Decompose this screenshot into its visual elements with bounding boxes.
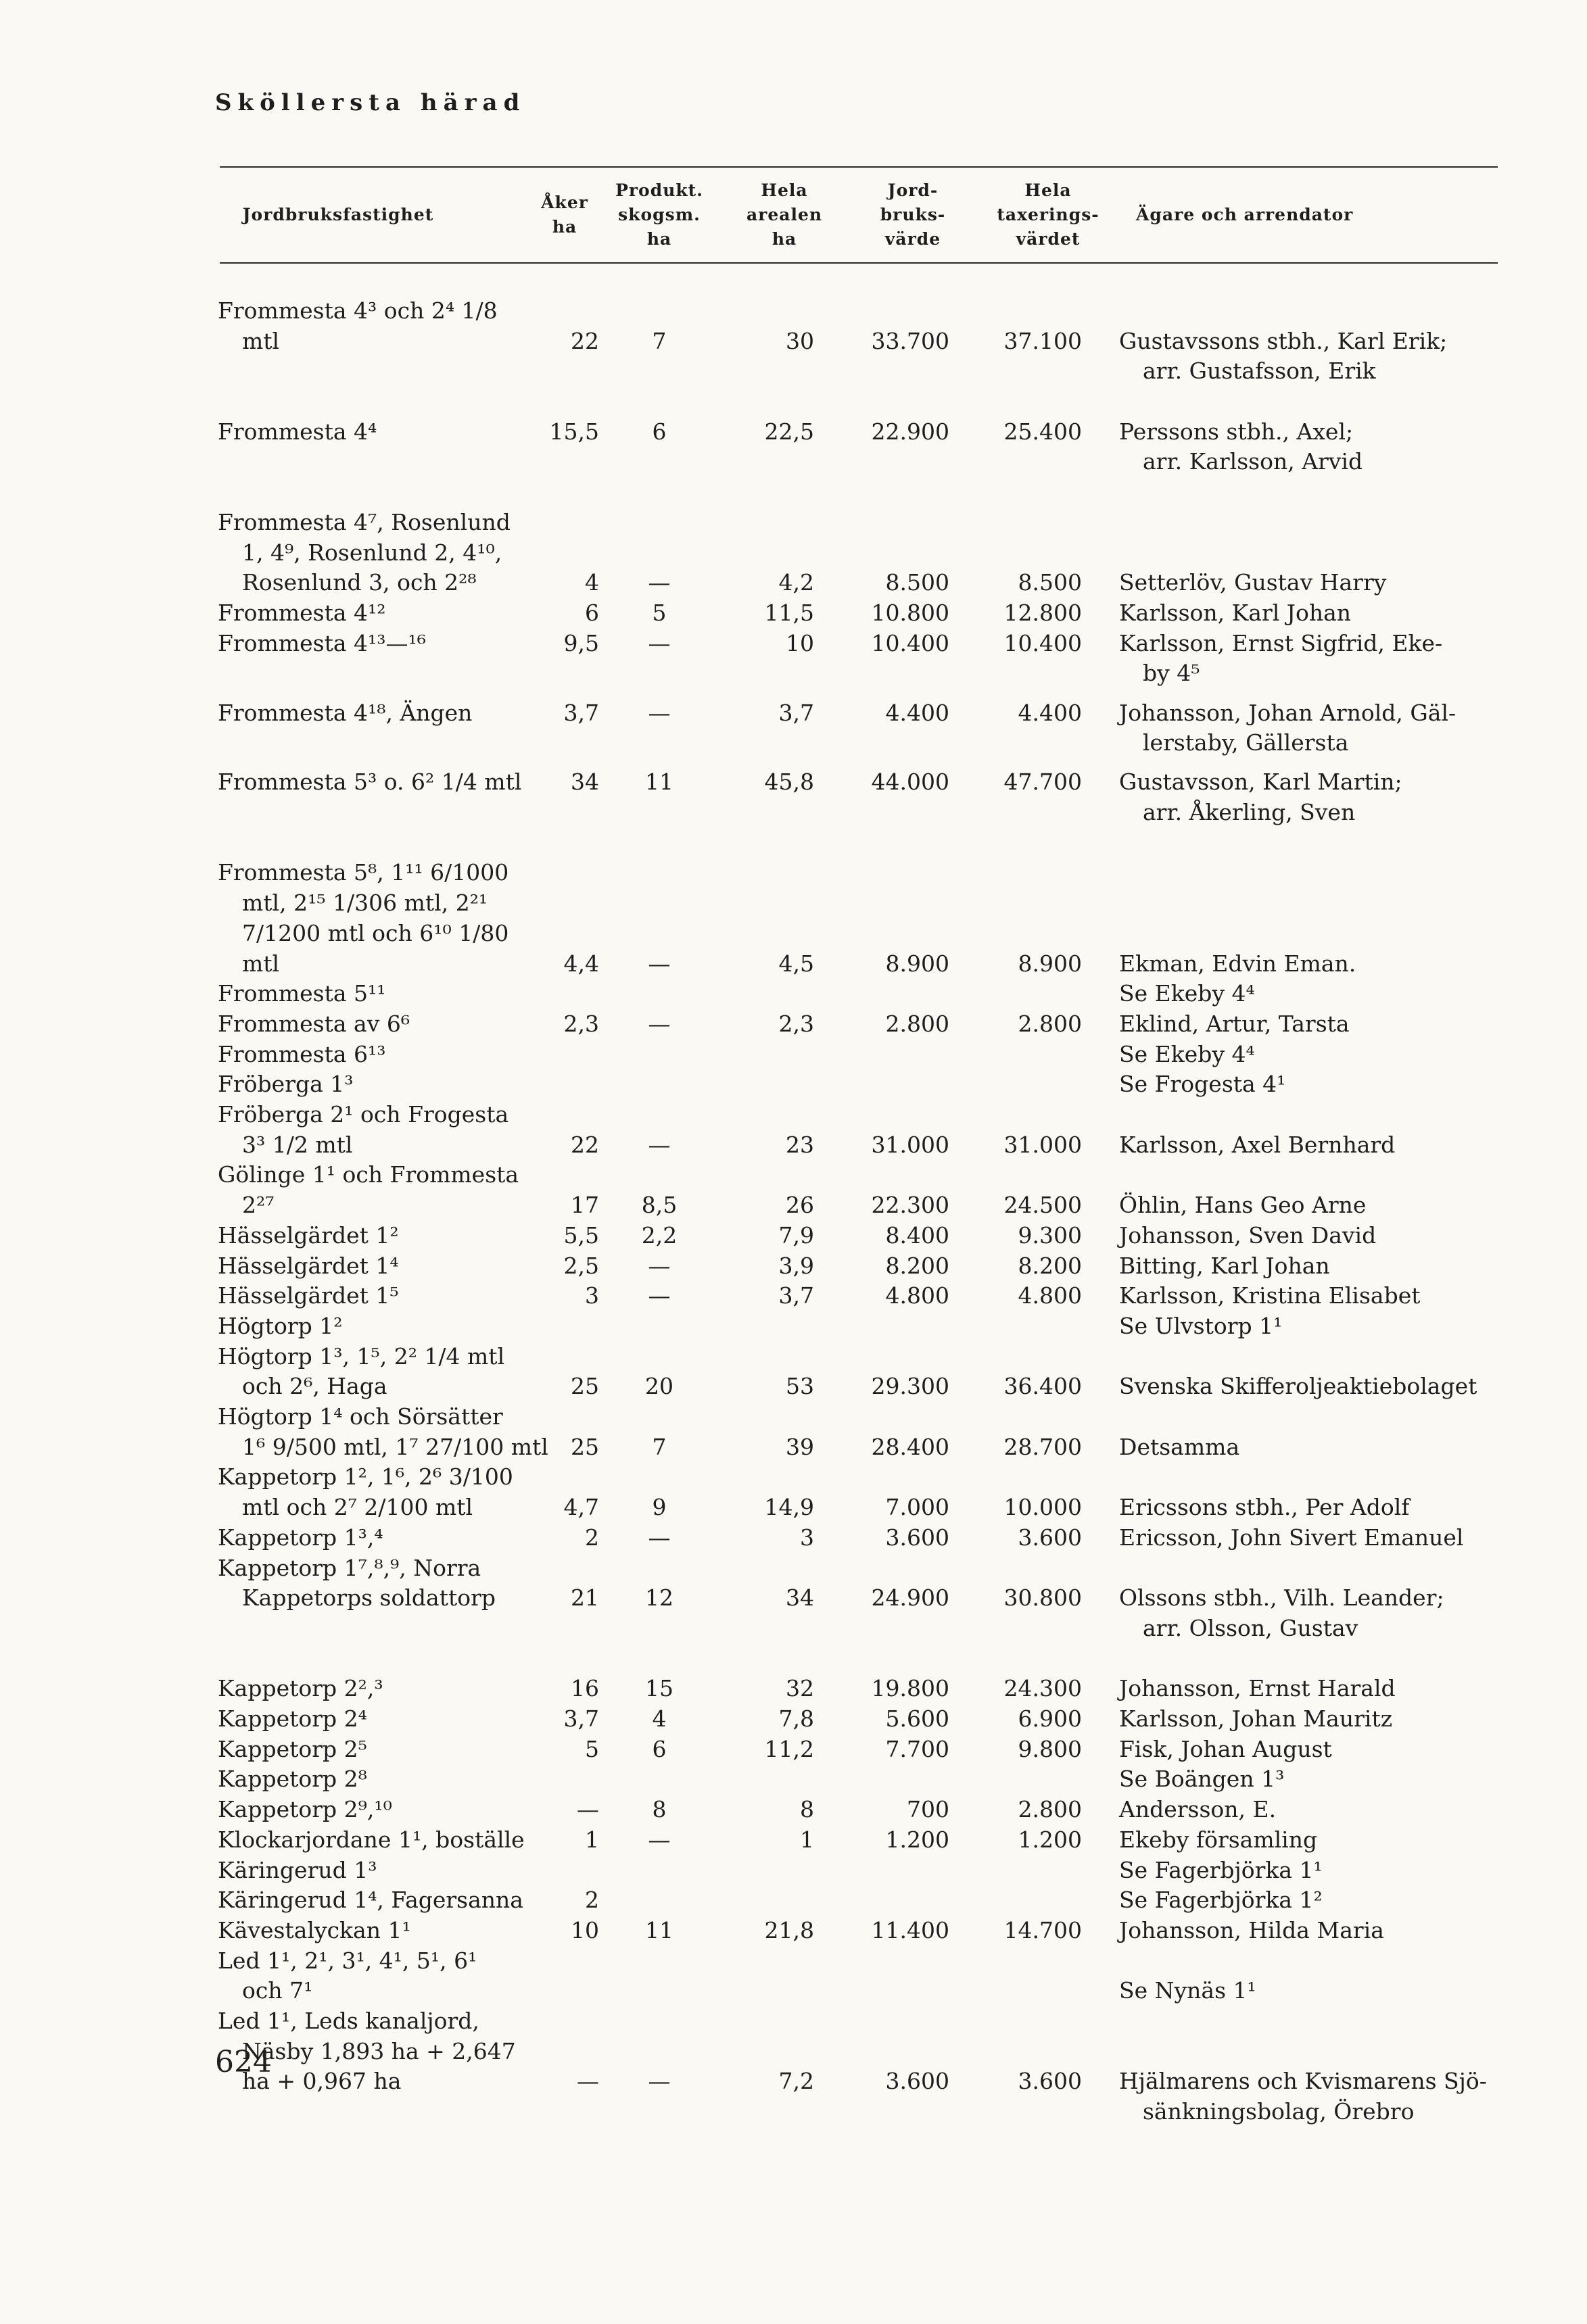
- cell-skog: —: [648, 699, 671, 726]
- cell-tax: 4.800: [1018, 1282, 1082, 1309]
- cell-areal: 7,2: [778, 2068, 814, 2095]
- header-skog-line: skogsm.: [618, 205, 701, 224]
- cell-aker: 3: [585, 1282, 599, 1309]
- cell-fastighet: mtl: [242, 950, 280, 977]
- cell-fastighet: 3³ 1/2 mtl: [242, 1131, 353, 1158]
- cell-aker: 2,3: [563, 1010, 599, 1037]
- cell-aker: —: [577, 2068, 599, 2095]
- cell-agare: Se Frogesta 4¹: [1119, 1071, 1286, 1098]
- cell-agare: arr. Karlsson, Arvid: [1143, 448, 1363, 475]
- cell-jord: 4.400: [885, 699, 949, 726]
- cell-fastighet: Kävestalyckan 1¹: [218, 1916, 411, 1943]
- cell-skog: 8,5: [641, 1192, 678, 1219]
- cell-fastighet: mtl: [242, 327, 280, 354]
- cell-fastighet: och 2⁶, Haga: [242, 1373, 387, 1400]
- cell-areal: 3,9: [778, 1252, 814, 1279]
- cell-aker: 2: [585, 1524, 599, 1551]
- cell-agare: Ekman, Edvin Eman.: [1119, 950, 1356, 977]
- cell-aker: 3,7: [563, 699, 599, 726]
- cell-jord: 7.000: [885, 1494, 949, 1521]
- cell-skog: 7: [652, 1433, 667, 1460]
- cell-agare: Karlsson, Ernst Sigfrid, Eke-: [1119, 629, 1443, 656]
- cell-fastighet: Käringerud 1³: [218, 1856, 377, 1883]
- cell-agare: Gustavssons stbh., Karl Erik;: [1119, 327, 1448, 354]
- cell-fastighet: Kappetorp 1³,⁴: [218, 1524, 383, 1551]
- cell-skog: 7: [652, 327, 667, 354]
- cell-agare: Se Fagerbjörka 1²: [1119, 1887, 1323, 1914]
- header-skog-line: ha: [646, 229, 672, 249]
- cell-tax: 9.300: [1018, 1221, 1082, 1249]
- cell-aker: 16: [571, 1675, 599, 1702]
- cell-areal: 14,9: [764, 1494, 814, 1521]
- cell-tax: 8.900: [1018, 950, 1082, 977]
- cell-fastighet: mtl och 2⁷ 2/100 mtl: [242, 1494, 473, 1521]
- cell-fastighet: Frommesta 4⁴: [218, 418, 377, 445]
- cell-agare: Perssons stbh., Axel;: [1119, 418, 1354, 445]
- cell-aker: 22: [571, 1131, 599, 1158]
- cell-areal: 21,8: [764, 1916, 814, 1943]
- cell-aker: 15,5: [549, 418, 599, 445]
- cell-fastighet: Käringerud 1⁴, Fagersanna: [218, 1887, 523, 1914]
- cell-skog: —: [648, 950, 671, 977]
- cell-skog: 2,2: [641, 1221, 678, 1249]
- cell-jord: 3.600: [885, 1524, 949, 1551]
- cell-jord: 8.900: [885, 950, 949, 977]
- cell-fastighet: 1⁶ 9/500 mtl, 1⁷ 27/100 mtl: [242, 1433, 548, 1460]
- page-number: 624: [215, 2045, 272, 2079]
- cell-agare: Se Ekeby 4⁴: [1119, 1040, 1255, 1067]
- cell-skog: 9: [652, 1494, 667, 1521]
- cell-areal: 26: [786, 1192, 814, 1219]
- cell-areal: 3,7: [778, 699, 814, 726]
- cell-fastighet: Kappetorp 1⁷,⁸,⁹, Norra: [218, 1554, 481, 1581]
- cell-fastighet: Frommesta 5¹¹: [218, 980, 386, 1007]
- header-fastighet: Jordbruksfastighet: [242, 205, 434, 224]
- cell-tax: 9.800: [1018, 1735, 1082, 1762]
- cell-agare: Se Boängen 1³: [1119, 1766, 1285, 1793]
- cell-areal: 11,2: [764, 1735, 814, 1762]
- cell-fastighet: Kappetorp 2⁹,¹⁰: [218, 1796, 392, 1823]
- cell-areal: 7,9: [778, 1221, 814, 1249]
- cell-jord: 8.200: [885, 1252, 949, 1279]
- cell-jord: 5.600: [885, 1705, 949, 1733]
- cell-fastighet: Frommesta 4¹²: [218, 600, 386, 626]
- cell-agare: arr. Åkerling, Sven: [1143, 799, 1356, 825]
- cell-tax: 24.300: [1003, 1675, 1082, 1702]
- cell-aker: —: [577, 1796, 599, 1823]
- cell-fastighet: Frommesta 5⁸, 1¹¹ 6/1000: [218, 859, 509, 886]
- cell-areal: 4,2: [778, 569, 814, 596]
- cell-jord: 24.900: [871, 1584, 949, 1612]
- cell-fastighet: ha + 0,967 ha: [242, 2068, 402, 2095]
- cell-aker: 3,7: [563, 1705, 599, 1733]
- cell-jord: 3.600: [885, 2068, 949, 2095]
- header-agare: Ägare och arrendator: [1136, 205, 1354, 224]
- cell-jord: 28.400: [871, 1433, 949, 1460]
- cell-fastighet: Hässelgärdet 1²: [218, 1221, 399, 1249]
- cell-fastighet: Fröberga 1³: [218, 1071, 354, 1098]
- cell-fastighet: Kappetorps soldattorp: [242, 1584, 496, 1612]
- cell-tax: 1.200: [1018, 1826, 1082, 1853]
- cell-agare: Bitting, Karl Johan: [1119, 1252, 1330, 1279]
- cell-fastighet: Rosenlund 3, och 2²⁸: [242, 569, 477, 596]
- header-tax-line: taxerings-: [997, 205, 1099, 224]
- cell-areal: 45,8: [764, 769, 814, 796]
- cell-fastighet: Fröberga 2¹ och Frogesta: [218, 1101, 509, 1128]
- cell-areal: 34: [786, 1584, 814, 1612]
- cell-jord: 8.400: [885, 1221, 949, 1249]
- cell-areal: 23: [786, 1131, 814, 1158]
- cell-fastighet: Kappetorp 2⁸: [218, 1766, 367, 1793]
- header-tax: [984, 178, 1112, 251]
- cell-agare: Se Ulvstorp 1¹: [1119, 1312, 1283, 1339]
- cell-tax: 8.200: [1018, 1252, 1082, 1279]
- cell-areal: 3,7: [778, 1282, 814, 1309]
- cell-fastighet: Frommesta 4¹⁸, Ängen: [218, 699, 473, 726]
- cell-aker: 2: [585, 1887, 599, 1914]
- cell-skog: 6: [652, 418, 667, 445]
- cell-areal: 1: [800, 1826, 814, 1853]
- cell-aker: 4: [585, 569, 599, 596]
- cell-tax: 37.100: [1003, 327, 1082, 354]
- header-aker-line: Åker: [541, 193, 588, 212]
- cell-fastighet: Led 1¹, 2¹, 3¹, 4¹, 5¹, 6¹: [218, 1947, 477, 1974]
- header-areal-line: ha: [772, 229, 797, 249]
- cell-aker: 9,5: [563, 629, 599, 656]
- cell-tax: 47.700: [1003, 769, 1082, 796]
- cell-jord: 8.500: [885, 569, 949, 596]
- cell-agare: Karlsson, Kristina Elisabet: [1119, 1282, 1421, 1309]
- cell-agare: Gustavsson, Karl Martin;: [1119, 769, 1402, 796]
- cell-jord: 44.000: [871, 769, 949, 796]
- cell-tax: 2.800: [1018, 1010, 1082, 1037]
- cell-tax: 8.500: [1018, 569, 1082, 596]
- cell-jord: 19.800: [871, 1675, 949, 1702]
- header-areal-line: arealen: [746, 205, 823, 224]
- cell-jord: 33.700: [871, 327, 949, 354]
- header-skog-line: Produkt.: [615, 180, 703, 200]
- cell-fastighet: Högtorp 1³, 1⁵, 2² 1/4 mtl: [218, 1342, 505, 1370]
- cell-fastighet: Kappetorp 2²,³: [218, 1675, 383, 1702]
- cell-tax: 3.600: [1018, 2068, 1082, 2095]
- cell-fastighet: Kappetorp 1², 1⁶, 2⁶ 3/100: [218, 1463, 513, 1491]
- cell-fastighet: 2²⁷: [242, 1192, 275, 1219]
- header-rule-bottom: [220, 262, 1498, 264]
- cell-skog: 4: [652, 1705, 667, 1733]
- cell-jord: 700: [907, 1796, 949, 1823]
- cell-fastighet: Kappetorp 2⁵: [218, 1735, 367, 1762]
- cell-areal: 10: [786, 629, 814, 656]
- cell-tax: 36.400: [1003, 1373, 1082, 1400]
- cell-tax: 28.700: [1003, 1433, 1082, 1460]
- header-rule-top: [220, 166, 1498, 168]
- cell-skog: —: [648, 1524, 671, 1551]
- cell-agare: Johansson, Johan Arnold, Gäl-: [1119, 699, 1456, 726]
- cell-skog: 11: [645, 769, 673, 796]
- cell-agare: Ekeby församling: [1119, 1826, 1318, 1853]
- cell-skog: —: [648, 1282, 671, 1309]
- cell-skog: —: [648, 2068, 671, 2095]
- cell-tax: 25.400: [1003, 418, 1082, 445]
- cell-agare: Johansson, Ernst Harald: [1119, 1675, 1396, 1702]
- cell-aker: 4,7: [563, 1494, 599, 1521]
- cell-jord: 4.800: [885, 1282, 949, 1309]
- cell-areal: 4,5: [778, 950, 814, 977]
- cell-tax: 12.800: [1003, 600, 1082, 626]
- cell-agare: Karlsson, Axel Bernhard: [1119, 1131, 1396, 1158]
- cell-tax: 24.500: [1003, 1192, 1082, 1219]
- cell-skog: 5: [652, 600, 667, 626]
- cell-fastighet: Frommesta 4³ och 2⁴ 1/8: [218, 297, 498, 324]
- cell-agare: arr. Gustafsson, Erik: [1143, 358, 1376, 385]
- cell-fastighet: Högtorp 1²: [218, 1312, 343, 1339]
- cell-jord: 22.300: [871, 1192, 949, 1219]
- cell-skog: 8: [652, 1796, 667, 1823]
- cell-agare: Öhlin, Hans Geo Arne: [1119, 1192, 1367, 1219]
- cell-aker: 22: [571, 327, 599, 354]
- cell-skog: —: [648, 1131, 671, 1158]
- cell-fastighet: Led 1¹, Leds kanaljord,: [218, 2008, 479, 2035]
- cell-aker: 34: [571, 769, 599, 796]
- header-areal-line: Hela: [761, 180, 808, 200]
- cell-skog: 12: [645, 1584, 673, 1612]
- cell-areal: 30: [786, 327, 814, 354]
- cell-agare: Detsamma: [1119, 1433, 1240, 1460]
- cell-agare: Setterlöv, Gustav Harry: [1119, 569, 1387, 596]
- cell-fastighet: Frommesta 5³ o. 6² 1/4 mtl: [218, 769, 522, 796]
- cell-aker: 4,4: [563, 950, 599, 977]
- cell-agare: arr. Olsson, Gustav: [1143, 1614, 1358, 1641]
- cell-fastighet: Frommesta av 6⁶: [218, 1010, 410, 1037]
- cell-fastighet: 7/1200 mtl och 6¹⁰ 1/80: [242, 919, 509, 946]
- cell-aker: 10: [571, 1916, 599, 1943]
- cell-areal: 39: [786, 1433, 814, 1460]
- cell-skog: 20: [645, 1373, 673, 1400]
- cell-agare: Johansson, Sven David: [1119, 1221, 1377, 1249]
- cell-jord: 11.400: [871, 1916, 949, 1943]
- cell-agare: Hjälmarens och Kvismarens Sjö-: [1119, 2068, 1487, 2095]
- header-jordvarde-line: Jord-: [887, 180, 939, 200]
- header-jordvarde-line: bruks-: [880, 205, 946, 224]
- cell-skog: 15: [645, 1675, 673, 1702]
- cell-agare: Ericsson, John Sivert Emanuel: [1119, 1524, 1464, 1551]
- cell-agare: Karlsson, Johan Mauritz: [1119, 1705, 1393, 1733]
- cell-skog: —: [648, 629, 671, 656]
- cell-jord: 2.800: [885, 1010, 949, 1037]
- running-head: Sköllersta härad: [215, 89, 526, 116]
- cell-aker: 25: [571, 1373, 599, 1400]
- cell-fastighet: Hässelgärdet 1⁴: [218, 1252, 399, 1279]
- header-aker-line: ha: [552, 217, 577, 237]
- cell-jord: 22.900: [871, 418, 949, 445]
- cell-fastighet: Näsby 1,893 ha + 2,647: [242, 2037, 516, 2064]
- cell-agare: sänkningsbolag, Örebro: [1143, 2098, 1415, 2125]
- cell-aker: 1: [585, 1826, 599, 1853]
- cell-aker: 2,5: [563, 1252, 599, 1279]
- cell-fastighet: 1, 4⁹, Rosenlund 2, 4¹⁰,: [242, 539, 502, 566]
- cell-jord: 29.300: [871, 1373, 949, 1400]
- cell-jord: 10.400: [871, 629, 949, 656]
- cell-jord: 10.800: [871, 600, 949, 626]
- cell-tax: 3.600: [1018, 1524, 1082, 1551]
- cell-agare: Andersson, E.: [1119, 1796, 1277, 1823]
- cell-areal: 53: [786, 1373, 814, 1400]
- cell-skog: —: [648, 1010, 671, 1037]
- cell-tax: 14.700: [1003, 1916, 1082, 1943]
- header-jordvarde: [869, 178, 957, 251]
- cell-tax: 31.000: [1003, 1131, 1082, 1158]
- cell-agare: Se Ekeby 4⁴: [1119, 980, 1255, 1007]
- cell-skog: —: [648, 569, 671, 596]
- cell-agare: Ericssons stbh., Per Adolf: [1119, 1494, 1410, 1521]
- cell-areal: 22,5: [764, 418, 814, 445]
- cell-skog: 6: [652, 1735, 667, 1762]
- cell-areal: 11,5: [764, 600, 814, 626]
- cell-fastighet: Hässelgärdet 1⁵: [218, 1282, 399, 1309]
- cell-jord: 1.200: [885, 1826, 949, 1853]
- cell-tax: 10.400: [1003, 629, 1082, 656]
- cell-areal: 2,3: [778, 1010, 814, 1037]
- cell-aker: 5,5: [563, 1221, 599, 1249]
- cell-aker: 6: [585, 600, 599, 626]
- cell-fastighet: Klockarjordane 1¹, boställe: [218, 1826, 525, 1853]
- cell-areal: 8: [800, 1796, 814, 1823]
- cell-fastighet: mtl, 2¹⁵ 1/306 mtl, 2²¹: [242, 890, 488, 917]
- cell-tax: 6.900: [1018, 1705, 1082, 1733]
- cell-fastighet: Frommesta 4⁷, Rosenlund: [218, 508, 511, 535]
- cell-areal: 32: [786, 1675, 814, 1702]
- cell-skog: 11: [645, 1916, 673, 1943]
- header-skog: [615, 178, 703, 251]
- cell-tax: 30.800: [1003, 1584, 1082, 1612]
- cell-tax: 2.800: [1018, 1796, 1082, 1823]
- cell-aker: 5: [585, 1735, 599, 1762]
- header-aker: [527, 191, 602, 239]
- cell-agare: Johansson, Hilda Maria: [1119, 1916, 1384, 1943]
- cell-fastighet: Kappetorp 2⁴: [218, 1705, 367, 1733]
- cell-aker: 21: [571, 1584, 599, 1612]
- cell-aker: 25: [571, 1433, 599, 1460]
- cell-areal: 7,8: [778, 1705, 814, 1733]
- header-tax-line: värdet: [1016, 229, 1081, 249]
- cell-jord: 7.700: [885, 1735, 949, 1762]
- cell-aker: 17: [571, 1192, 599, 1219]
- cell-fastighet: och 7¹: [242, 1977, 313, 2004]
- cell-agare: Se Fagerbjörka 1¹: [1119, 1856, 1323, 1883]
- cell-tax: 4.400: [1018, 699, 1082, 726]
- header-tax-line: Hela: [1024, 180, 1072, 200]
- cell-fastighet: Högtorp 1⁴ och Sörsätter: [218, 1403, 503, 1430]
- cell-agare: lerstaby, Gällersta: [1143, 729, 1349, 756]
- cell-agare: Olssons stbh., Vilh. Leander;: [1119, 1584, 1444, 1612]
- cell-tax: 10.000: [1003, 1494, 1082, 1521]
- header-jordvarde-line: värde: [884, 229, 941, 249]
- cell-agare: Eklind, Artur, Tarsta: [1119, 1010, 1350, 1037]
- cell-fastighet: Gölinge 1¹ och Frommesta: [218, 1161, 519, 1188]
- cell-skog: —: [648, 1252, 671, 1279]
- cell-agare: Fisk, Johan August: [1119, 1735, 1332, 1762]
- header-areal: [737, 178, 832, 251]
- cell-agare: by 4⁵: [1143, 660, 1200, 687]
- cell-agare: Karlsson, Karl Johan: [1119, 600, 1352, 626]
- cell-fastighet: Frommesta 6¹³: [218, 1040, 386, 1067]
- cell-skog: —: [648, 1826, 671, 1853]
- cell-jord: 31.000: [871, 1131, 949, 1158]
- cell-agare: Se Nynäs 1¹: [1119, 1977, 1256, 2004]
- cell-agare: Svenska Skifferoljeaktiebolaget: [1119, 1373, 1477, 1400]
- cell-fastighet: Frommesta 4¹³—¹⁶: [218, 629, 426, 656]
- cell-areal: 3: [800, 1524, 814, 1551]
